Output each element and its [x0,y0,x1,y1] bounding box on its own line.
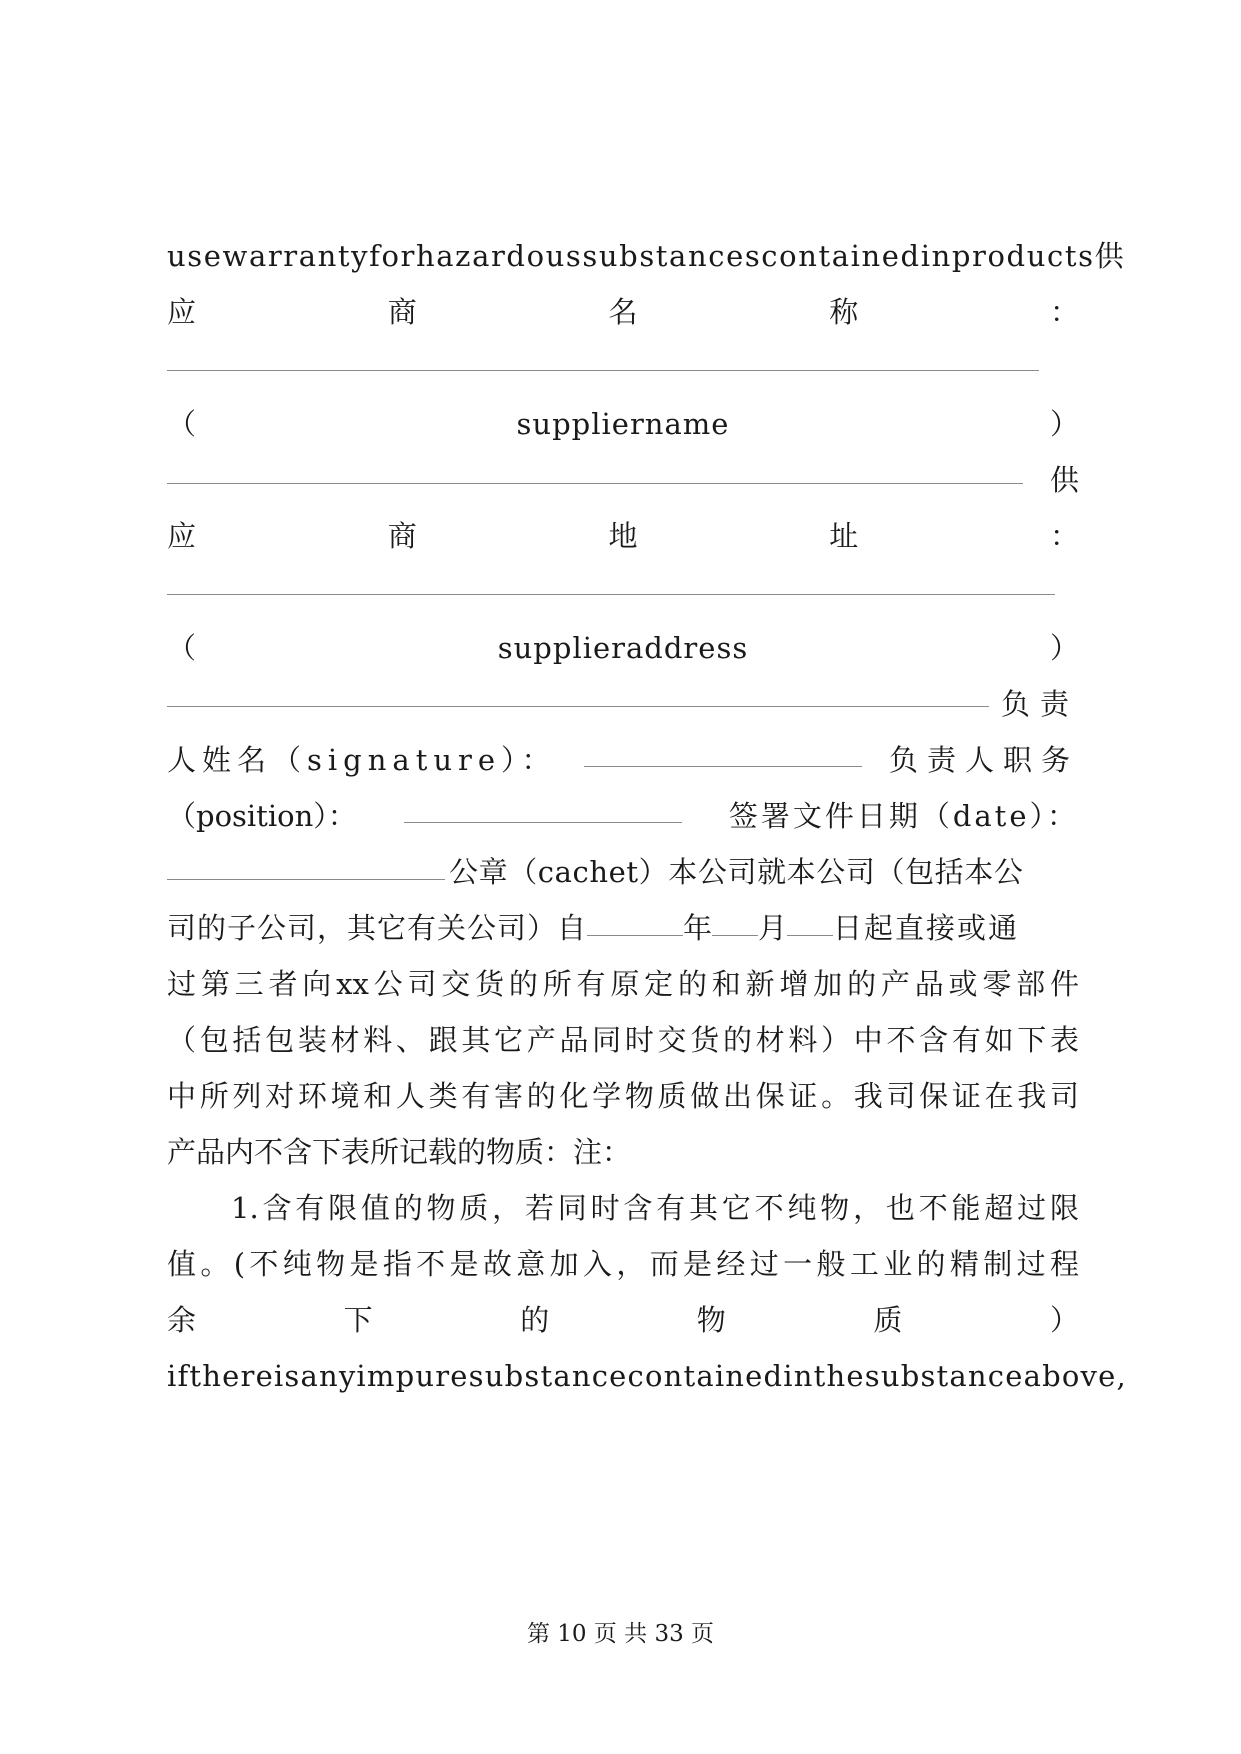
body-line-21: ifthereisanyimpuresubstancecontainedinthesubstanceabove, [167,1359,1127,1393]
english-title: usewarrantyforhazardoussubstancescontainedinproducts [167,239,1095,273]
month-blank[interactable] [712,935,758,936]
day-blank[interactable] [787,935,833,936]
date-blank[interactable] [167,879,445,880]
text-char: 物 [696,1303,726,1337]
text-char: 余 [167,1303,197,1337]
signature-blank[interactable] [584,766,862,767]
text-char: ） [1049,631,1079,665]
position-line [167,792,1079,840]
body-line-17: 产品内不含下表所记载的物质：注： [167,1135,632,1169]
page-number-footer: 第 10 页 共 33 页 [526,1621,715,1647]
supplier-name-blank [167,370,1039,371]
text-word: 负责 [1000,687,1079,721]
text-char: 质 [873,1303,903,1337]
text-line-1 [167,232,1124,280]
date-from-line [167,904,1079,952]
year-blank[interactable] [587,935,683,936]
text-char: 供 [1094,239,1124,273]
signature-label: 人姓名（signature）： [167,743,557,777]
year-label: 年 [683,911,713,945]
supplier-name-label [167,288,1079,336]
position-label: 负责人职务 [888,743,1079,777]
position-blank[interactable] [404,822,682,823]
text-line-5 [167,456,1079,504]
text-char: 下 [343,1303,373,1337]
text-char: 的 [520,1303,550,1337]
note-item-1: 1.含有限值的物质，若同时含有其它不纯物，也不能超过限 [231,1191,1079,1225]
text-line-9 [167,680,1079,728]
text-char: 地 [608,519,638,553]
supplier-address-label [167,512,1079,560]
text-char: 称 [829,295,859,329]
body-line-16: 中所列对环境和人类有害的化学物质做出保证。我司保证在我司 [167,1079,1079,1113]
supplier-name-english [167,400,1079,448]
position-field-label: （position）： [167,799,357,833]
text-char: 商 [387,519,417,553]
text-char: ： [1049,519,1079,553]
body-line-20 [167,1296,1079,1344]
text-char: ） [1049,1303,1079,1337]
text-char: ） [1049,407,1079,441]
text-char: 应 [167,519,197,553]
date-label: 签署文件日期（date）： [728,799,1079,833]
text-word: suppliername [516,407,730,441]
text-char: 址 [829,519,859,553]
text-segment: 日起直接或通 [833,911,1020,945]
body-line-15: （包括包装材料、跟其它产品同时交货的材料）中不含有如下表 [167,1023,1079,1057]
text-segment: 司的子公司，其它有关公司）自 [167,911,588,945]
text-char: （ [167,407,197,441]
signature-line [167,736,1079,784]
body-line-19: 值。(不纯物是指不是故意加入，而是经过一般工业的精制过程 [167,1247,1079,1281]
cachet-line [167,848,1079,896]
supplier-address-english [167,624,1079,672]
text-char: 商 [387,295,417,329]
text-char: ： [1049,295,1079,329]
text-char: 供 [1049,463,1079,497]
text-char: 应 [167,295,197,329]
month-label: 月 [758,911,788,945]
text-word: supplieraddress [497,631,749,665]
supplier-address-blank [167,594,1055,595]
cachet-text: 公章（cachet）本公司就本公司（包括本公 [449,855,1024,889]
text-char: 名 [608,295,638,329]
body-line-14: 过第三者向xx公司交货的所有原定的和新增加的产品或零部件 [167,967,1079,1001]
text-char: （ [167,631,197,665]
